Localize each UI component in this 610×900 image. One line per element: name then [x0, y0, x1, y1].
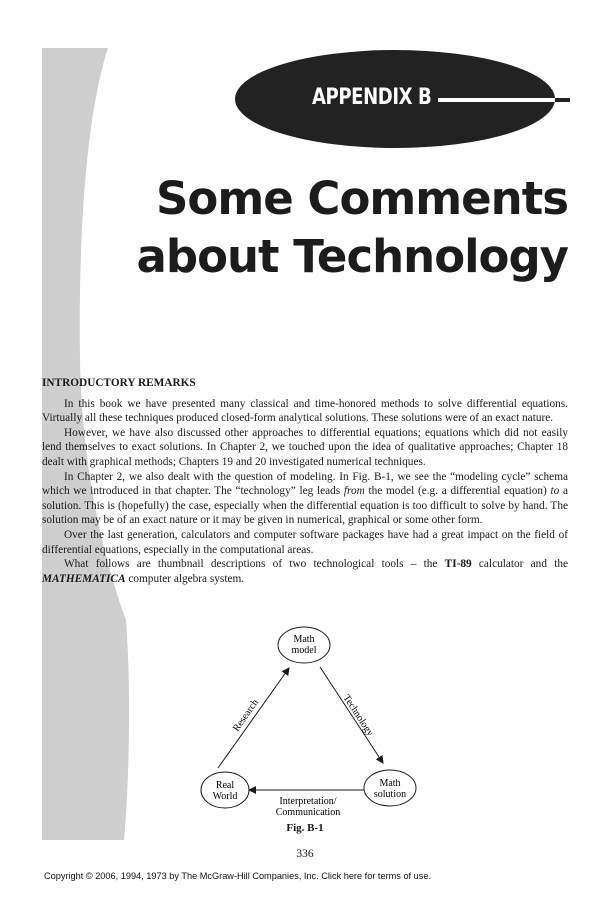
chapter-title-line-2: about Technology — [136, 230, 568, 283]
technology-label: Technology — [340, 692, 376, 739]
chapter-title-line-1: Some Comments — [156, 172, 568, 225]
paragraph-1: In this book we have presented many classical and time-honored methods to solve differential equations. Virtually all these techniques produced closed-form analytical solutions. These solutions were of an exact nature. — [42, 397, 568, 425]
paragraph-2: However, we have also discussed other approaches to differential equations; equations which did not easily lend themselves to exact solutions. In Chapter 2, we touched upon the idea of qualitative approaches; Chapter 18 dealt with graphical methods; Chapters 19 and 20 investigated numerical techniques. — [42, 426, 568, 468]
paragraph-5-text: What follows are thumbnail descriptions of two technological tools – the — [64, 558, 445, 571]
paragraph-5-text: calculator and the — [471, 558, 568, 571]
modeling-cycle-diagram — [190, 625, 430, 840]
ti89-name: TI-89 — [444, 558, 472, 571]
math-model-label-2: model — [291, 645, 317, 656]
research-arrow — [218, 668, 289, 768]
paragraph-4: Over the last generation, calculators and computer software packages have had a great impact on the field of differential equations, especially in the computational areas. — [42, 528, 568, 556]
emphasis-to: to — [550, 485, 560, 498]
appendix-label: APPENDIX B — [312, 85, 432, 110]
paragraph-5-text: computer algebra system. — [125, 572, 245, 585]
appendix-rule-end — [555, 98, 570, 102]
paragraph-3-text: In Chapter 2, we also dealt with the question of modeling. In Fig. B-1, we see the “modeling cycle” schema which we introduced in that chapter. The “technology” leg leads — [42, 470, 568, 498]
page-number: 336 — [296, 848, 314, 860]
interpretation-label-1: Interpretation/ — [279, 796, 337, 807]
section-heading: INTRODUCTORY REMARKS — [42, 377, 196, 389]
paragraph-5 — [42, 557, 568, 586]
paragraph-3-text: a solution. This is (hopefully) the case, especially when the differential equation is too difficult to solve by hand. The solution may be of an exact nature or it may be given in numerical, graphical or some other form. — [42, 485, 568, 527]
interpretation-label-2: Communication — [275, 807, 341, 818]
math-solution-label-2: solution — [373, 789, 407, 800]
figure-caption: Fig. B-1 — [286, 822, 324, 834]
research-label: Research — [230, 697, 261, 734]
paragraph-3 — [42, 470, 568, 528]
appendix-rule — [438, 98, 570, 102]
paragraph-3-text: the model (e.g. a differential equation) — [364, 485, 551, 498]
chapter-title — [137, 170, 569, 286]
real-world-label-2: World — [212, 791, 238, 802]
mathematica-name: MATHEMATICA — [42, 572, 126, 585]
math-model-label-1: Math — [293, 634, 315, 645]
copyright-link[interactable]: Copyright © 2006, 1994, 1973 by The McGraw-Hill Companies, Inc. Click here for terms of use. — [44, 871, 432, 881]
body-text — [42, 376, 568, 586]
emphasis-from: from — [343, 485, 365, 498]
math-solution-label-1: Math — [379, 778, 401, 789]
real-world-label-1: Real — [215, 780, 235, 791]
